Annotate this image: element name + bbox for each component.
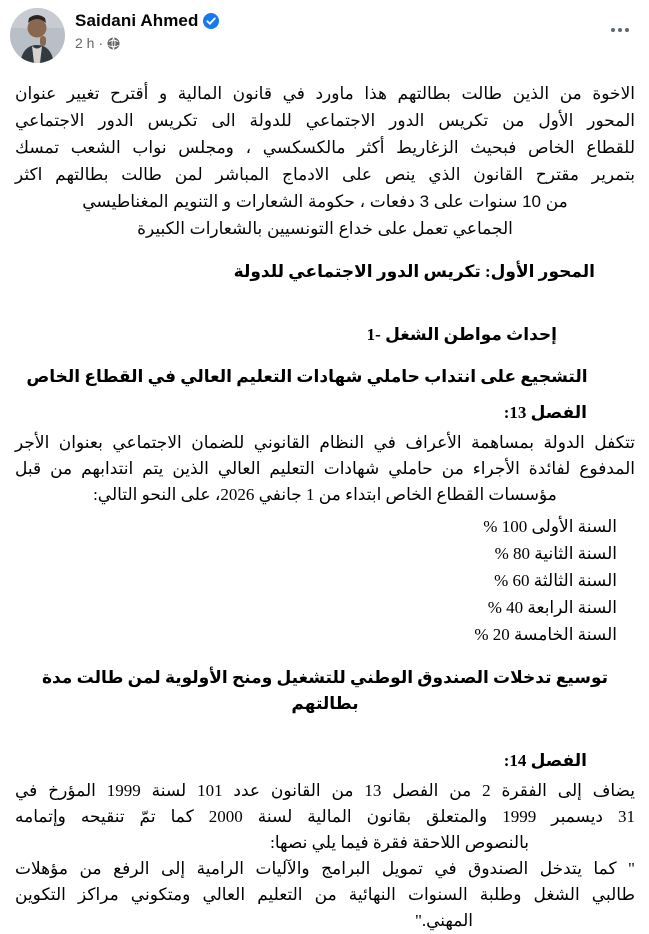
post-text-line: الاخوة من الذين طالت بطالتهم هذا ماورد في قانون المالية و أقترح تغيير عنوان [15, 84, 635, 103]
post-body [0, 80, 649, 934]
doc-text-line: مؤسسات القطاع الخاص ابتداء من 1 جانفي 2026، على النحو التالي: [93, 485, 557, 504]
post-text-line: المحور الأول من تكريس الدور الاجتماعي للدولة الى تكريس الدور الاجتماعي [15, 111, 635, 130]
post-text-line: الجماعي تعمل على خداع التونسيين بالشعارات الكبيرة [137, 219, 513, 238]
timestamp[interactable]: 2 h [75, 35, 95, 51]
profile-name[interactable]: Saidani Ahmed [75, 11, 199, 30]
doc-text-line: تتكفل الدولة بمساهمة الأعراف في النظام القانوني للضمان الاجتماعي بعنوان الأجر [15, 433, 635, 452]
rate-line-year-5: السنة الخامسة 20 % [474, 625, 617, 644]
avatar[interactable] [10, 8, 65, 63]
separator-dot: · [98, 35, 104, 51]
doc-text-line: بالنصوص اللاحقة فقرة فيما يلي نصها: [270, 833, 529, 852]
post-header [0, 0, 649, 64]
header-meta [75, 8, 607, 51]
doc-text-line: المدفوع لفائدة الأجراء من حاملي شهادات التعليم العالي الذين يتم انتدابهم من قبل [15, 459, 635, 478]
more-options-button[interactable] [607, 16, 633, 44]
doc-chapter-14-paragraph [15, 778, 635, 856]
globe-icon [107, 37, 120, 50]
post-text-line: للقطاع الخاص فبحيث الزغاريط أكثر مالكسكسي ، ومجلس نواب الشعب تمسك [15, 138, 635, 157]
doc-text-line: يضاف إلى الفقرة 2 من الفصل 13 من القانون عدد 101 لسنة 1999 المؤرخ في [15, 781, 635, 800]
doc-heading-encourage-hiring: التشجيع على انتداب حاملي شهادات التعليم العالي في القطاع الخاص [26, 367, 588, 386]
post-intro-paragraph [15, 80, 635, 242]
doc-heading-axis-one: المحور الأول: تكريس الدور الاجتماعي للدولة [233, 262, 595, 281]
doc-heading-job-creation: 1- إحداث مواطن الشغل [366, 325, 557, 344]
doc-text-line: المهني." [414, 911, 473, 930]
rate-line-year-4: السنة الرابعة 40 % [487, 598, 617, 617]
doc-rates-list [15, 513, 635, 648]
avatar-photo [10, 8, 65, 63]
post-text-line: من 10 سنوات على 3 دفعات ، حكومة الشعارات و التنويم المغناطيسي [82, 192, 568, 211]
doc-text-line: 31 ديسمبر 1999 والمتعلق بقانون المالية لسنة 2000 كما تمّ تنقيحه وإتمامه [15, 807, 635, 826]
doc-text-line: " كما يتدخل الصندوق في تمويل البرامج والآليات الرامية إلى الرفع من مؤهلات [15, 859, 635, 878]
rate-line-year-1: السنة الأولى 100 % [483, 517, 617, 536]
doc-chapter-13-paragraph [15, 430, 635, 508]
doc-heading-national-fund: توسيع تدخلات الصندوق الوطني للتشغيل ومنح الأولوية لمن طالت مدة بطالتهم [41, 668, 609, 713]
post-document-section [15, 259, 635, 934]
doc-quote-paragraph [15, 856, 635, 934]
doc-chapter-14-label: الفصل 14: [503, 751, 587, 770]
more-options-icon [611, 28, 615, 32]
verified-badge-icon [203, 13, 219, 29]
rate-line-year-3: السنة الثالثة 60 % [494, 571, 617, 590]
doc-chapter-13-label: الفصل 13: [503, 403, 587, 422]
post-text-line: بتمرير مقترح القانون الذي ينص على الادماج المباشر لمن طالت بطالتهم اكثر [15, 165, 635, 184]
rate-line-year-2: السنة الثانية 80 % [494, 544, 617, 563]
doc-text-line: طالبي الشغل وطلبة السنوات النهائية من التعليم العالي ومتكوني مراكز التكوين [15, 885, 635, 904]
